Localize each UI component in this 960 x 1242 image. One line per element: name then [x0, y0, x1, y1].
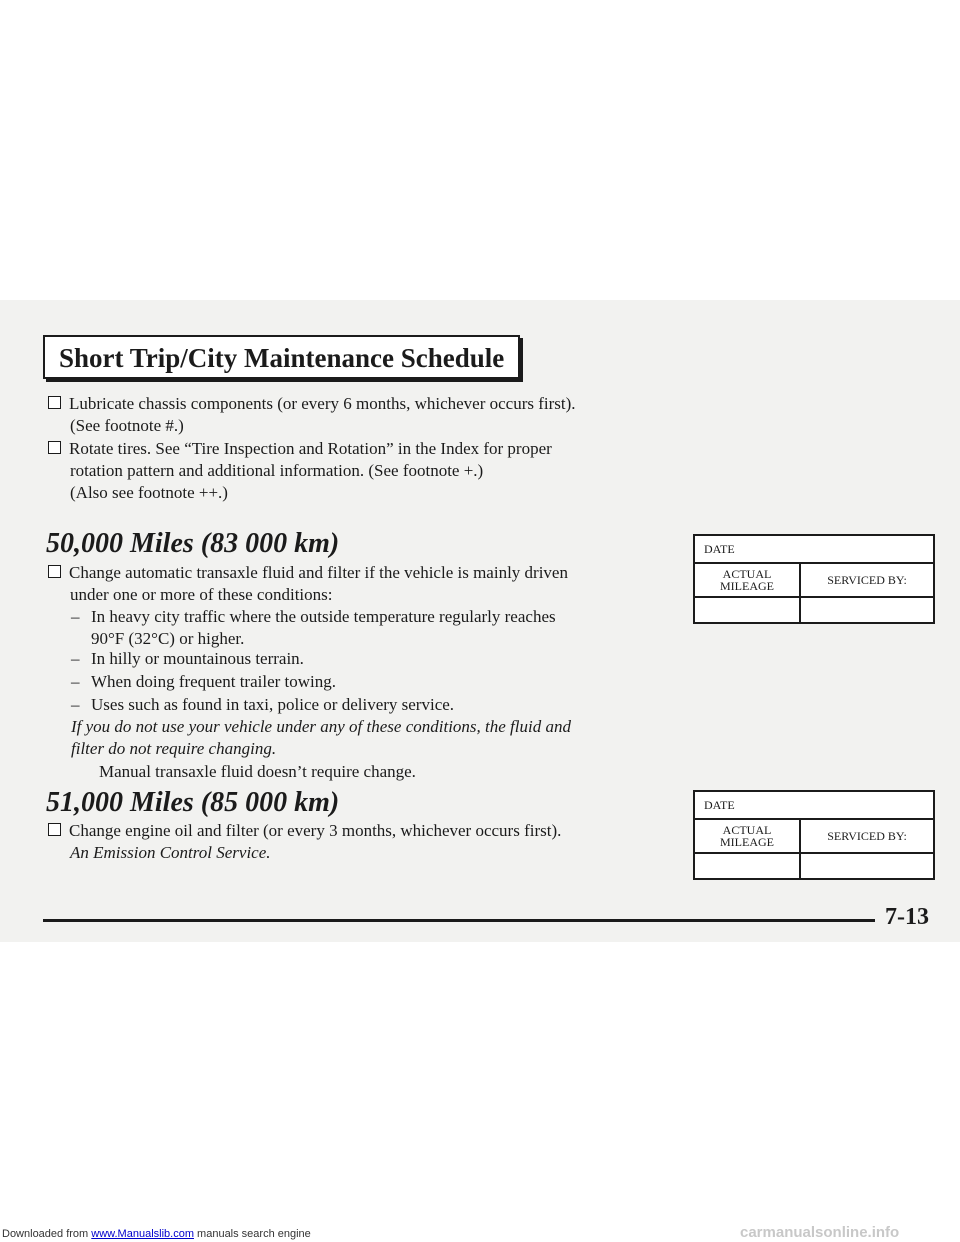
actual-mileage-label: ACTUAL MILEAGE	[695, 564, 801, 596]
watermark: carmanualsonline.info	[740, 1224, 900, 1241]
emission-note: An Emission Control Service.	[70, 843, 271, 862]
condition-item: – Uses such as found in taxi, police or delivery service.	[71, 695, 455, 714]
mileage-entry-field[interactable]	[695, 854, 801, 878]
page-number: 7-13	[885, 904, 929, 930]
serviced-by-entry-field[interactable]	[801, 854, 933, 878]
condition-item: – In hilly or mountainous terrain.	[71, 649, 304, 668]
item-text: under one or more of these conditions:	[70, 585, 333, 604]
checkbox-icon[interactable]	[48, 396, 61, 409]
checkbox-icon[interactable]	[48, 441, 61, 454]
section-heading-50000: 50,000 Miles (83 000 km)	[46, 528, 340, 559]
checklist-item-transaxle	[48, 562, 568, 606]
page-footer-rule	[43, 919, 875, 922]
manual-transaxle-note: Manual transaxle fluid doesn’t require change.	[99, 762, 416, 781]
checkbox-icon[interactable]	[48, 823, 61, 836]
serviced-by-entry-field[interactable]	[801, 598, 933, 622]
date-label: DATE	[695, 792, 933, 820]
date-label: DATE	[695, 536, 933, 564]
item-text: Change automatic transaxle fluid and filter if the vehicle is mainly driven	[69, 563, 568, 582]
service-log-50000	[693, 534, 935, 624]
manualslib-link[interactable]: www.Manualslib.com	[91, 1228, 194, 1240]
page-title: Short Trip/City Maintenance Schedule	[43, 335, 520, 379]
conditions-note: If you do not use your vehicle under any of these conditions, the fluid and filter do not require changing.	[71, 717, 571, 758]
download-footer: Downloaded from www.Manualslib.com manuals search engine	[2, 1228, 311, 1240]
condition-item: – When doing frequent trailer towing.	[71, 672, 337, 691]
item-text: Rotate tires. See “Tire Inspection and Rotation” in the Index for proper	[69, 439, 552, 458]
mileage-entry-field[interactable]	[695, 598, 801, 622]
serviced-by-label: SERVICED BY:	[827, 573, 907, 587]
item-text: (Also see footnote ++.)	[70, 483, 228, 502]
item-text: rotation pattern and additional information. (See footnote +.)	[70, 461, 484, 480]
serviced-by-label: SERVICED BY:	[827, 829, 907, 843]
condition-item: – In heavy city traffic where the outside temperature regularly reaches 90°F (32°C) or higher.	[71, 607, 556, 648]
checklist-item-lubricate	[48, 393, 576, 437]
item-text: Change engine oil and filter (or every 3 months, whichever occurs first).	[69, 821, 562, 840]
checklist-item-rotate-tires	[48, 438, 552, 504]
section-heading-51000: 51,000 Miles (85 000 km)	[46, 787, 340, 818]
item-text: (See footnote #.)	[70, 416, 184, 435]
service-log-51000	[693, 790, 935, 880]
item-text: Lubricate chassis components (or every 6 months, whichever occurs first).	[69, 394, 576, 413]
actual-mileage-label: ACTUAL MILEAGE	[695, 820, 801, 852]
checklist-item-engine-oil	[48, 820, 561, 864]
checkbox-icon[interactable]	[48, 565, 61, 578]
